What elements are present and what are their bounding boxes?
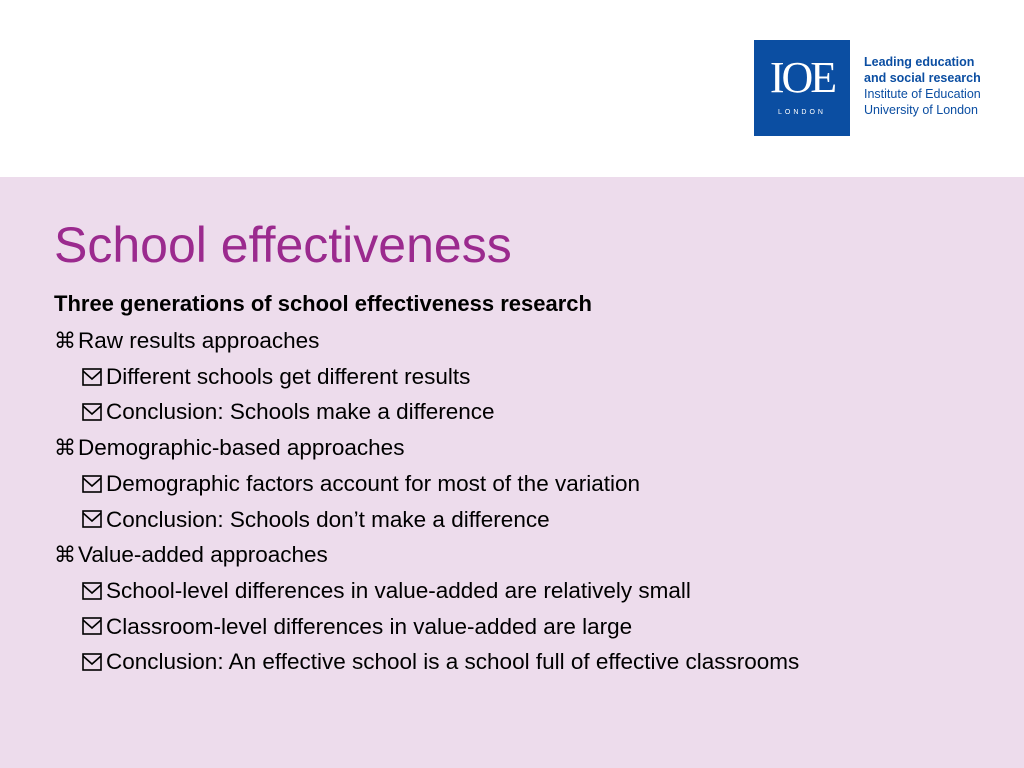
envelope-icon bbox=[82, 368, 102, 386]
bullet-text: Classroom-level differences in value-added are large bbox=[106, 613, 633, 639]
bullet-text: Value-added approaches bbox=[78, 542, 328, 568]
logo-line-3: Institute of Education bbox=[864, 87, 981, 101]
logo-line-2: and social research bbox=[864, 71, 981, 85]
bullet-item bbox=[54, 466, 799, 502]
bullet-item bbox=[54, 323, 799, 359]
bullet-text: Conclusion: Schools make a difference bbox=[106, 399, 495, 425]
bullet-text: Conclusion: An effective school is a school full of effective classrooms bbox=[106, 649, 800, 675]
slide-title: School effectiveness bbox=[54, 217, 512, 273]
bullet-text: Raw results approaches bbox=[78, 328, 320, 353]
logo-mark: IOE bbox=[769, 53, 835, 102]
ioe-logo bbox=[754, 40, 981, 136]
bullet-list bbox=[54, 323, 799, 680]
logo-sub: LONDON bbox=[778, 109, 826, 116]
bullet-item bbox=[54, 394, 799, 430]
bullet-text: School-level differences in value-added are relatively small bbox=[106, 577, 691, 603]
command-icon: ⌘ bbox=[54, 328, 76, 353]
command-icon: ⌘ bbox=[54, 435, 76, 461]
logo-emblem bbox=[754, 40, 850, 136]
bullet-item bbox=[54, 430, 799, 466]
envelope-icon bbox=[82, 475, 102, 493]
bullet-item bbox=[54, 609, 799, 645]
slide-body bbox=[0, 177, 1024, 768]
envelope-icon bbox=[82, 617, 102, 635]
bullet-item bbox=[54, 573, 799, 609]
envelope-icon bbox=[82, 653, 102, 671]
bullet-text: Conclusion: Schools don’t make a difference bbox=[106, 506, 550, 532]
bullet-item bbox=[54, 537, 799, 573]
bullet-text: Different schools get different results bbox=[106, 363, 471, 389]
envelope-icon bbox=[82, 582, 102, 600]
logo-line-1: Leading education bbox=[864, 55, 975, 69]
envelope-icon bbox=[82, 403, 102, 421]
logo-line-4: University of London bbox=[864, 103, 978, 117]
command-icon: ⌘ bbox=[54, 542, 76, 568]
bullet-text: Demographic-based approaches bbox=[78, 435, 405, 461]
slide-header bbox=[0, 0, 1024, 177]
slide-subtitle: Three generations of school effectiveness research bbox=[54, 291, 592, 316]
logo-text bbox=[864, 54, 981, 118]
envelope-icon bbox=[82, 510, 102, 528]
bullet-item bbox=[54, 644, 799, 680]
bullet-item bbox=[54, 502, 799, 538]
bullet-item bbox=[54, 359, 799, 395]
bullet-text: Demographic factors account for most of the variation bbox=[106, 470, 641, 496]
